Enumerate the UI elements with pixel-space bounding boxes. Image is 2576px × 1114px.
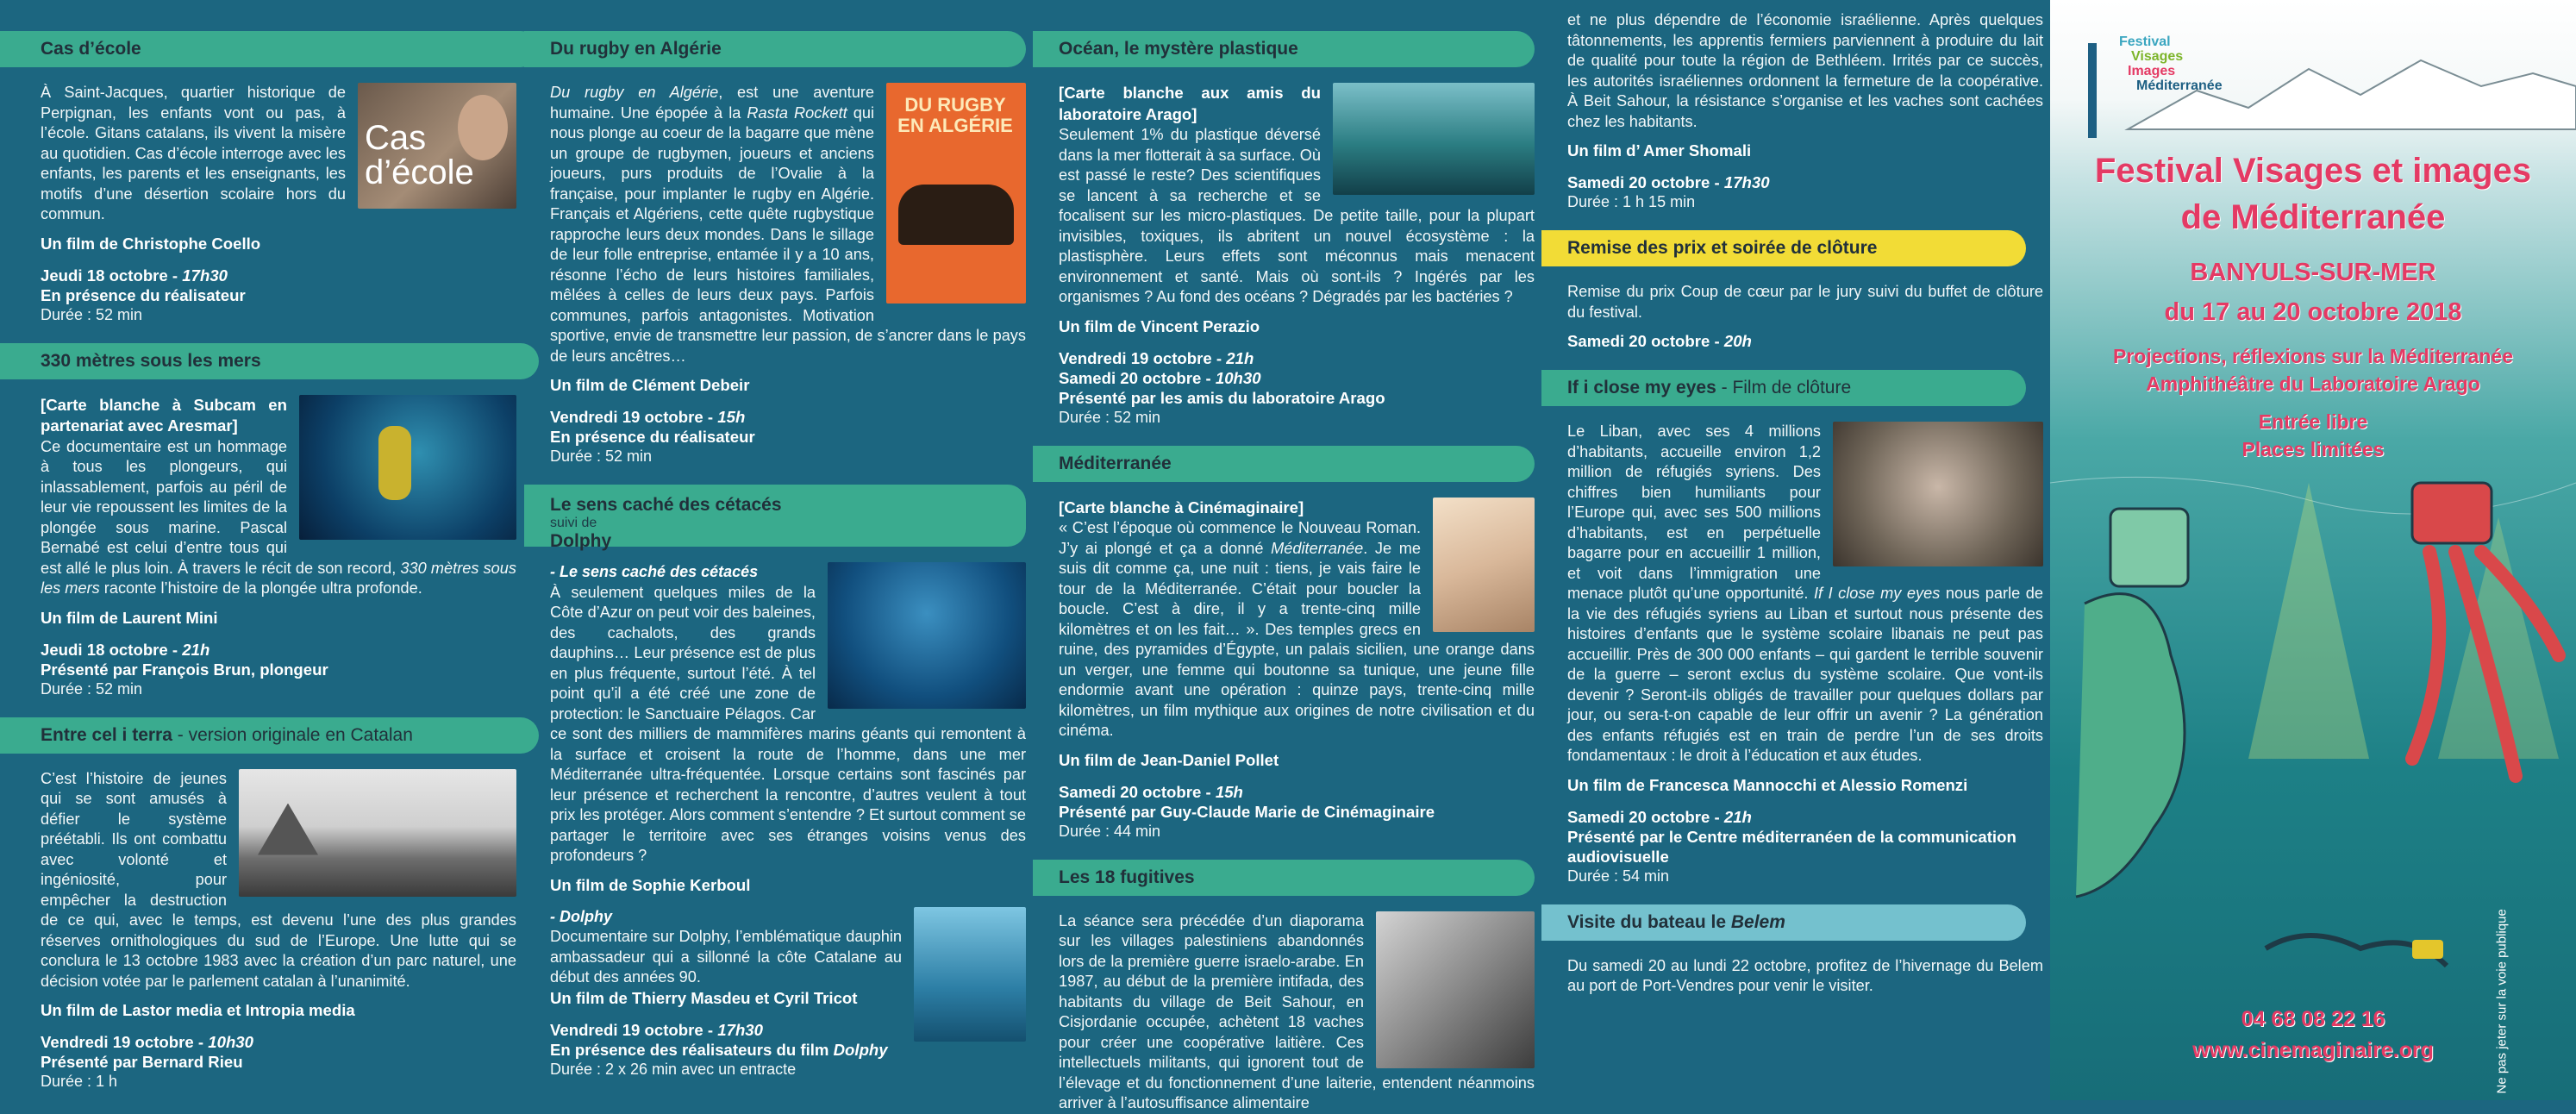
mermaid-head-screen-icon [2110,509,2188,586]
film-still-bw-crowd [1376,911,1535,1068]
section-header-rugby [524,31,1026,67]
section-title: If i close my eyes [1567,378,1716,397]
screening-date [41,266,516,285]
section-title: 330 mètres sous les mers [41,350,261,371]
presence-note [550,1040,1026,1060]
synopsis-part: Ce documentaire est un hommage à tous les plongeurs, qui inlassablement, parfois au péril de leur vie repoussent les limites de la plongée sous marine. Pascal Bernabé est celui d’entre tous qui est allé le plus loin. À travers le récit de son record, [41,437,401,577]
contact-phone: 04 68 08 22 16 [2241,1007,2385,1031]
time-text: 17h30 [717,1020,763,1039]
rugby-players-silhouette [898,185,1014,245]
time-text: 20h [1723,332,1752,350]
presence-note: En présence du réalisateur [41,285,246,304]
section-ocean [1059,83,1535,427]
section-header-cas-decole [0,31,539,67]
screening-date [1567,172,2043,192]
film-still-cas-decole [358,83,516,209]
synopsis: À seulement quelques miles de la Côte d’Azur on peut voir des baleines, des cachalots, des grands dauphins… Leur présence est de plus en plus fréquente, surtout l’été. À tel point qu’il a été créé une zone de protection: le Sanctuaire Pélagos. Car ce sont des milliers de mammifères marins géants qui remontent à la surface et croisent la route de l’homme, dans une mer Méditerranée ultra-fréquentée. Lorsque certains sont fascinés par leur présence et recherchent la rencontre, d’autres veulent à tout prix les protéger. Alors comment s’entendre ? Et surtout comment se partager le territoire avec ses étranges voisins venus des profondeurs ? [550,583,1026,864]
synopsis: Seulement 1% du plastique déversé dans la mer flotterait à sa surface. Où est passé le reste? Des scientifiques se lancent à sa recherche et se focalisent sur les micro-plastiques. De petite taille, pour la plupart invisibles, toxiques, ils abritent un nouvel écosystème : la plastisphère. Leurs effets sont méconnus mais menacent environnement et santé. Mais où sont-ils ? Ingérés par les organismes ? Au fond des océans ? Dégradés par les bactéries ? [1059,126,1535,305]
screening-date [1567,331,2043,351]
section-title: Remise des prix et soirée de clôture [1567,238,1878,258]
section-title: Visite du bateau le [1567,911,1731,932]
section-18-fugitives [1059,911,1535,1114]
film-still-underwater [1333,83,1535,195]
film-title-inline: Méditerranée [1271,539,1364,557]
date-text: Vendredi 19 octobre - [1059,348,1227,367]
section-title-2: Dolphy [550,531,612,551]
contact-website: www.cinemaginaire.org [2192,1038,2434,1062]
entry-limit: Places limitées [2241,438,2385,460]
ship-name: Belem [1730,911,1785,932]
legal-notice: Ne pas jeter sur la voie publique [2494,909,2510,1094]
section-title: Entre cel i terra [41,724,172,745]
section-header-330-metres [0,343,539,379]
festival-dates: du 17 au 20 octobre 2018 [2164,298,2462,326]
column-4 [1567,11,2043,1098]
subfilm-lead: - Le sens caché des cétacés [550,563,759,580]
cover-panel [2050,0,2576,1100]
film-still-sleeping-face [1433,498,1535,632]
screening-date [1059,348,1535,368]
film-credit: Un film de Christophe Coello [41,234,261,253]
film-still-diver [299,395,516,540]
time-text: 21h [1723,807,1752,826]
section-header-cetaces [524,485,1026,551]
festival-venue: Amphithéâtre du Laboratoire Arago [2146,372,2480,395]
subfilm-lead: - Dolphy [550,907,612,925]
section-header-belem [1541,904,2026,941]
time-text: 10h30 [1215,368,1261,387]
synopsis: La séance sera précédée d’un diaporama sur les villages palestiniens abandonnés lors de la première guerre israelo-arabe. En 1987, au début de la première intifada, des habitants du village de Beit Sahour, en Cisjordanie occupée, achètent 18 vaches pour créer une coopérative laitière. Ces intellectuels militants, qui ignorent tout de l’élevage et du fonctionnement d’une laiterie, entendent néanmoins arriver à l’autosuffisance alimentaire [1059,911,1535,1111]
film-credit: Un film de Jean-Daniel Pollet [1059,750,1279,769]
duration: Durée : 52 min [41,305,143,323]
section-title: Le sens caché des cétacés [550,495,782,515]
section-title: Du rugby en Algérie [550,39,722,59]
date-text: Vendredi 19 octobre - [550,408,718,426]
poster-title: DU RUGBY EN ALGÉRIE [897,94,1013,136]
film-credit: Un film de Laurent Mini [41,608,218,627]
film-title-inline: Du rugby en Algérie [550,84,719,101]
festival-location: BANYULS-SUR-MER [2190,259,2436,286]
section-header-if-i-close-my-eyes [1541,370,2026,406]
light-beam [2248,483,2369,759]
time-text: 15h [1215,782,1243,801]
event-description: Remise du prix Coup de cœur par le jury suivi du buffet de clôture du festival. [1567,283,2043,321]
film-credit: Un film de Lastor media et Intropia media [41,1001,355,1019]
synopsis: À Saint-Jacques, quartier historique de Perpignan, les enfants vont ou pas, à l’école. Gitans catalans, ils vivent la misère au quotidien. Cas d’école interroge avec les enfants, les parents et les enseignants, les motifs d’une désertion scolaire hors du commun. [41,84,346,222]
film-title-inline: Dolphy [833,1040,888,1059]
presence-note: En présence du réalisateur [550,428,755,446]
section-header-entre-cel-i-terra [0,717,539,754]
festival-title: Festival Visages et images [2094,152,2532,190]
date-text: Samedi 20 octobre - [1059,782,1216,801]
synopsis: C’est l’histoire de jeunes qui se sont amusés à défier le système préétabli. Ils ont combattu avec volonté et ingéniosité, pour empêcher la destruction de ce qui, avec le temps, est devenu l’une des plus grandes réserves ornithologiques du sud de l’Europe. Une lutte qui se conclura le 13 octobre 1983 avec la création d’un parc naturel, une décision votée par le parlement catalan à l’unanimité. [41,769,516,990]
festival-logo [2119,34,2231,93]
film-credit: Un film de Vincent Perazio [1059,316,1260,335]
section-rugby [550,83,1026,466]
entry-note: Entrée libre [2258,410,2368,433]
duration: Durée : 2 x 26 min avec un entracte [550,1060,797,1078]
carte-blanche-lead: [Carte blanche à Cinémaginaire] [1059,498,1304,516]
duration: Durée : 52 min [550,447,653,465]
time-text: 21h [182,640,210,659]
synopsis-part: qui nous plonge au coeur de la bagarre que mène un groupe de rugbymen, joueurs et anciens joueurs, purs produits de l’Ovalie à la française, pour implanter le rugby en Algérie. Français et Algériens, cette quête rugbystique rapproche leurs deux mondes. Dans le sillage de leur folle entreprise, entamée il y a 10 ans, résonne l’écho de leurs histoires familiales, mêlées à celles de leurs deux pays. Parfois communes, parfois antagonistes. Motivation sportive, envie de transmettre leur passion, de s’ancrer dans le pays de leurs ancêtres… [550,103,1026,365]
festival-title-line2: de Méditerranée [2180,198,2446,236]
column-1 [41,31,516,1092]
screening-date [41,1032,516,1052]
carte-blanche-lead: [Carte blanche à Subcam en partenariat avec Aresmar] [41,395,287,435]
duration: Durée : 1 h 15 min [1567,193,1696,210]
synopsis: Documentaire sur Dolphy, l’emblématique dauphin ambassadeur qui a sillonné la côte Catalane au début des années 90. [550,928,902,986]
section-remise-des-prix [1567,282,2043,351]
date-text: Samedi 20 octobre - [1567,332,1724,350]
date-text: Jeudi 18 octobre - [41,640,183,659]
diver-shape [378,426,411,500]
section-title: Méditerranée [1059,453,1172,473]
duration: Durée : 54 min [1567,867,1670,885]
diver-tank-icon [2412,940,2443,959]
film-still-dolphy [914,907,1026,1042]
duration: Durée : 52 min [41,679,143,698]
screening-date [1059,368,1535,388]
tent-shape [258,804,318,855]
screening-date [550,407,1026,427]
presence-note: Présenté par le Centre méditerranéen de la communication audiovisuelle [1567,827,2016,866]
section-cetaces [550,562,1026,1079]
time-text: 15h [717,408,746,426]
film-still-girl-headscarf [1833,422,2043,566]
mermaid-body-icon [2076,594,2185,897]
film-credit: Un film de Francesca Mannocchi et Alessio Romenzi [1567,775,1968,794]
film-still-protest-bw [239,769,516,897]
time-text: 17h30 [182,266,228,285]
section-cas-decole [41,83,516,324]
film-title-inline: 330 mètres sous les mers [41,559,517,597]
screening-date [1059,782,1535,802]
duration: Durée : 52 min [1059,408,1161,426]
section-header-mediterranee [1033,446,1535,482]
film-credit: Un film de Clément Debeir [550,376,750,394]
lighthouse-icon [2088,43,2097,138]
section-subtitle: suivi de [550,516,597,530]
octopus-head-icon [2412,483,2492,543]
synopsis-part: . Je me suis dit comme ça, une nuit : tiens, je vais faire le tour de la Méditerranée. C’était pour boucler la boucle. C’est à dire, il y a trente-cinq mille kilomètres et on les fait… ». Des temples grecs en ruine, des pyramides d’Égypte, un palais sicilien, une orange dans un verger, une femme qui boutonne sa tunique, une jeune fille endormie avant une opération : quinze pays, trente-cinq mille kilomètres, un film mythique aux origines de notre civilisation et du cinéma. [1059,539,1535,739]
logo-word: Images [2128,64,2176,78]
section-header-ocean [1033,31,1535,67]
event-description: Du samedi 20 au lundi 22 octobre, profitez de l’hivernage du Belem au port de Port-Vendres pour venir le visiter. [1567,956,2043,994]
synopsis-part: , est une aventure humaine. Une épopée à la [550,84,874,122]
synopsis-part: raconte l’histoire de la plongée ultra profonde. [99,579,422,597]
synopsis-part: « C’est l’époque où commence le Nouveau Roman. J’y ai plongé et ça a donné [1059,519,1421,557]
section-mediterranee [1059,498,1535,841]
section-title: Océan, le mystère plastique [1059,39,1298,59]
film-credit: Un film de Thierry Masdeu et Cyril Tricot [550,988,858,1007]
section-header-remise-des-prix [1541,230,2026,266]
synopsis-part: nous parle de la vie des réfugiés syriens au Liban et surtout nous présente des histoires d’enfants que le système scolaire libanais ne peut pas accueillir. Près de 300 000 enfants – qui gardent le terrible souvenir de la guerre – seront exclus du système scolaire. Que vont-ils devenir ? Seront-ils obligés de travailler pour quelques dollars par jour, ou sera-t-on capable de leur offrir un avenir ? La génération des enfants réfugiés est en train de perdre l’un de ses droits fondamentaux : le droit à l’éducation et aux études. [1567,585,2043,764]
logo-word: Visages [2131,49,2184,64]
section-belem [1567,956,2043,997]
date-text: Vendredi 19 octobre - [550,1020,718,1039]
time-text: 17h30 [1723,173,1770,191]
section-entre-cel-i-terra [41,769,516,1092]
film-title-inline: If I close my eyes [1813,585,1941,602]
presence-note: Présenté par Guy-Claude Marie de Cinémaginaire [1059,802,1435,821]
presence-note: Présenté par Bernard Rieu [41,1053,243,1071]
poster-rugby-algerie [886,83,1026,304]
carte-blanche-lead: [Carte blanche aux amis du laboratoire Arago] [1059,84,1321,123]
time-text: 21h [1226,348,1254,367]
section-330-metres [41,395,516,698]
date-text: Vendredi 19 octobre - [41,1033,209,1051]
presence-text: En présence des réalisateurs du film [550,1040,834,1059]
presence-note: Présenté par François Brun, plongeur [41,660,328,679]
date-text: Samedi 20 octobre - [1059,368,1216,387]
screening-date [41,640,516,660]
synopsis-part: Le Liban, avec ses 4 millions d’habitants, accueille environ 1,2 million de réfugiés syriens. Des chiffres bien humiliants pour l’Europe qui, avec ses 500 millions d’habitants, est en perpétuelle bagarre pour en accueillir 1 million, et voit dans l’immigration une menace plutôt qu’une opportunité. [1567,422,1821,602]
version-note: - Film de clôture [1716,378,1852,397]
section-title: Les 18 fugitives [1059,867,1195,887]
date-text: Samedi 20 octobre - [1567,173,1724,191]
date-text: Samedi 20 octobre - [1567,807,1724,826]
logo-word: Méditerranée [2136,78,2223,93]
section-header-18-fugitives [1033,860,1535,896]
film-credit: Un film de Sophie Kerboul [550,875,751,894]
film-credit: Un film d’ Amer Shomali [1567,141,1752,160]
presence-note: Présenté par les amis du laboratoire Arago [1059,388,1385,407]
section-if-i-close-my-eyes [1567,422,2043,886]
duration: Durée : 1 h [41,1073,118,1090]
date-text: Jeudi 18 octobre - [41,266,183,285]
column-2 [550,31,1026,1092]
logo-word: Festival [2119,34,2171,49]
festival-tagline: Projections, réflexions sur la Méditerranée [2113,345,2513,367]
duration: Durée : 44 min [1059,822,1161,840]
reference-inline: Rasta Rockett [747,103,847,122]
screening-date [1567,807,2043,827]
film-still-dolphins [828,562,1026,709]
film-still-caption: Cas d’école [365,119,474,191]
time-text: 10h30 [208,1033,253,1051]
synopsis-continued: et ne plus dépendre de l’économie israélienne. Après quelques tâtonnements, les apprentis fermiers parviennent à produire du lait de qualité pour toute la région de Bethléem. Irrités par ce succès, les autorités israéliennes ordonnent la fermeture de la coopérative. À Beit Sahour, la résistance s’organise et les vaches sont cachées chez les habitants. [1567,11,2043,130]
section-title: Cas d’école [41,39,141,59]
section-18-fugitives-cont [1567,10,2043,211]
column-3 [1059,31,1535,1111]
version-note: - version originale en Catalan [172,724,413,745]
